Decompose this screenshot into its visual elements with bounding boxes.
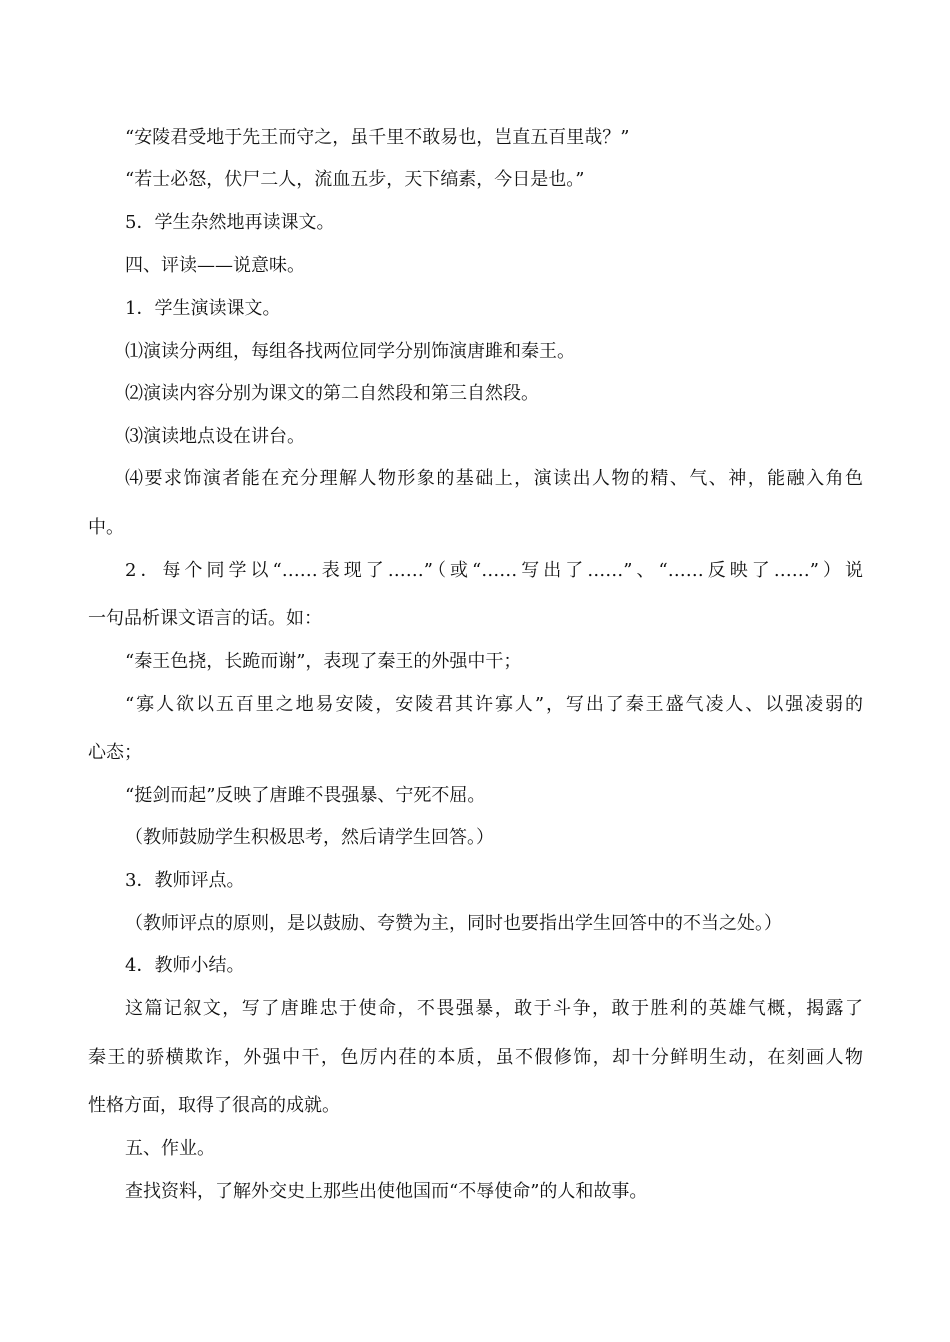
example-2: “寡人欲以五百里之地易安陵，安陵君其许寡人”，写出了秦王盛气凌人、以强凌弱的 (125, 694, 863, 715)
subitem-4-continued: 中。 (88, 517, 124, 538)
section-heading-4: 四、评读——说意味。 (125, 255, 305, 276)
step-5: 5．学生杂然地再读课文。 (125, 212, 335, 233)
homework-text: 查找资料，了解外交史上那些出使他国而“不辱使命”的人和故事。 (125, 1181, 648, 1202)
subitem-1: ⑴演读分两组，每组各找两位同学分别饰演唐雎和秦王。 (125, 341, 575, 362)
example-3: “挺剑而起”反映了唐雎不畏强暴、宁死不屈。 (125, 785, 486, 806)
example-2-continued: 心态； (88, 742, 142, 763)
quote-line-2: “若士必怒，伏尸二人，流血五步，天下缟素，今日是也。” (125, 169, 585, 190)
example-1: “秦王色挠，长跪而谢”，表现了秦王的外强中干； (125, 651, 522, 672)
subitem-3: ⑶演读地点设在讲台。 (125, 426, 305, 447)
summary-line-1: 这篇记叙文，写了唐雎忠于使命，不畏强暴，敢于斗争，敢于胜利的英雄气概，揭露了 (125, 998, 863, 1019)
subitem-2: ⑵演读内容分别为课文的第二自然段和第三自然段。 (125, 383, 539, 404)
item-4: 4．教师小结。 (125, 955, 245, 976)
item-1: 1．学生演读课文。 (125, 298, 281, 319)
section-heading-5: 五、作业。 (125, 1138, 215, 1159)
quote-line-1: “安陵君受地于先王而守之，虽千里不敢易也，岂直五百里哉？” (125, 127, 630, 148)
item-2-continued: 一句品析课文语言的话。如： (88, 608, 322, 629)
summary-line-3: 性格方面，取得了很高的成就。 (88, 1095, 340, 1116)
teacher-note-1: （教师鼓励学生积极思考，然后请学生回答。） (125, 827, 494, 848)
summary-line-2: 秦王的骄横欺诈，外强中干，色厉内荏的本质，虽不假修饰，却十分鲜明生动，在刻画人物 (88, 1047, 863, 1068)
item-3: 3．教师评点。 (125, 870, 245, 891)
subitem-4: ⑷要求饰演者能在充分理解人物形象的基础上，演读出人物的精、气、神，能融入角色 (125, 468, 863, 489)
teacher-note-2: （教师评点的原则，是以鼓励、夸赞为主，同时也要指出学生回答中的不当之处。） (125, 913, 782, 934)
item-2: 2．每个同学以“……表现了……”（或“……写出了……”、“……反映了……”）说 (125, 560, 863, 581)
